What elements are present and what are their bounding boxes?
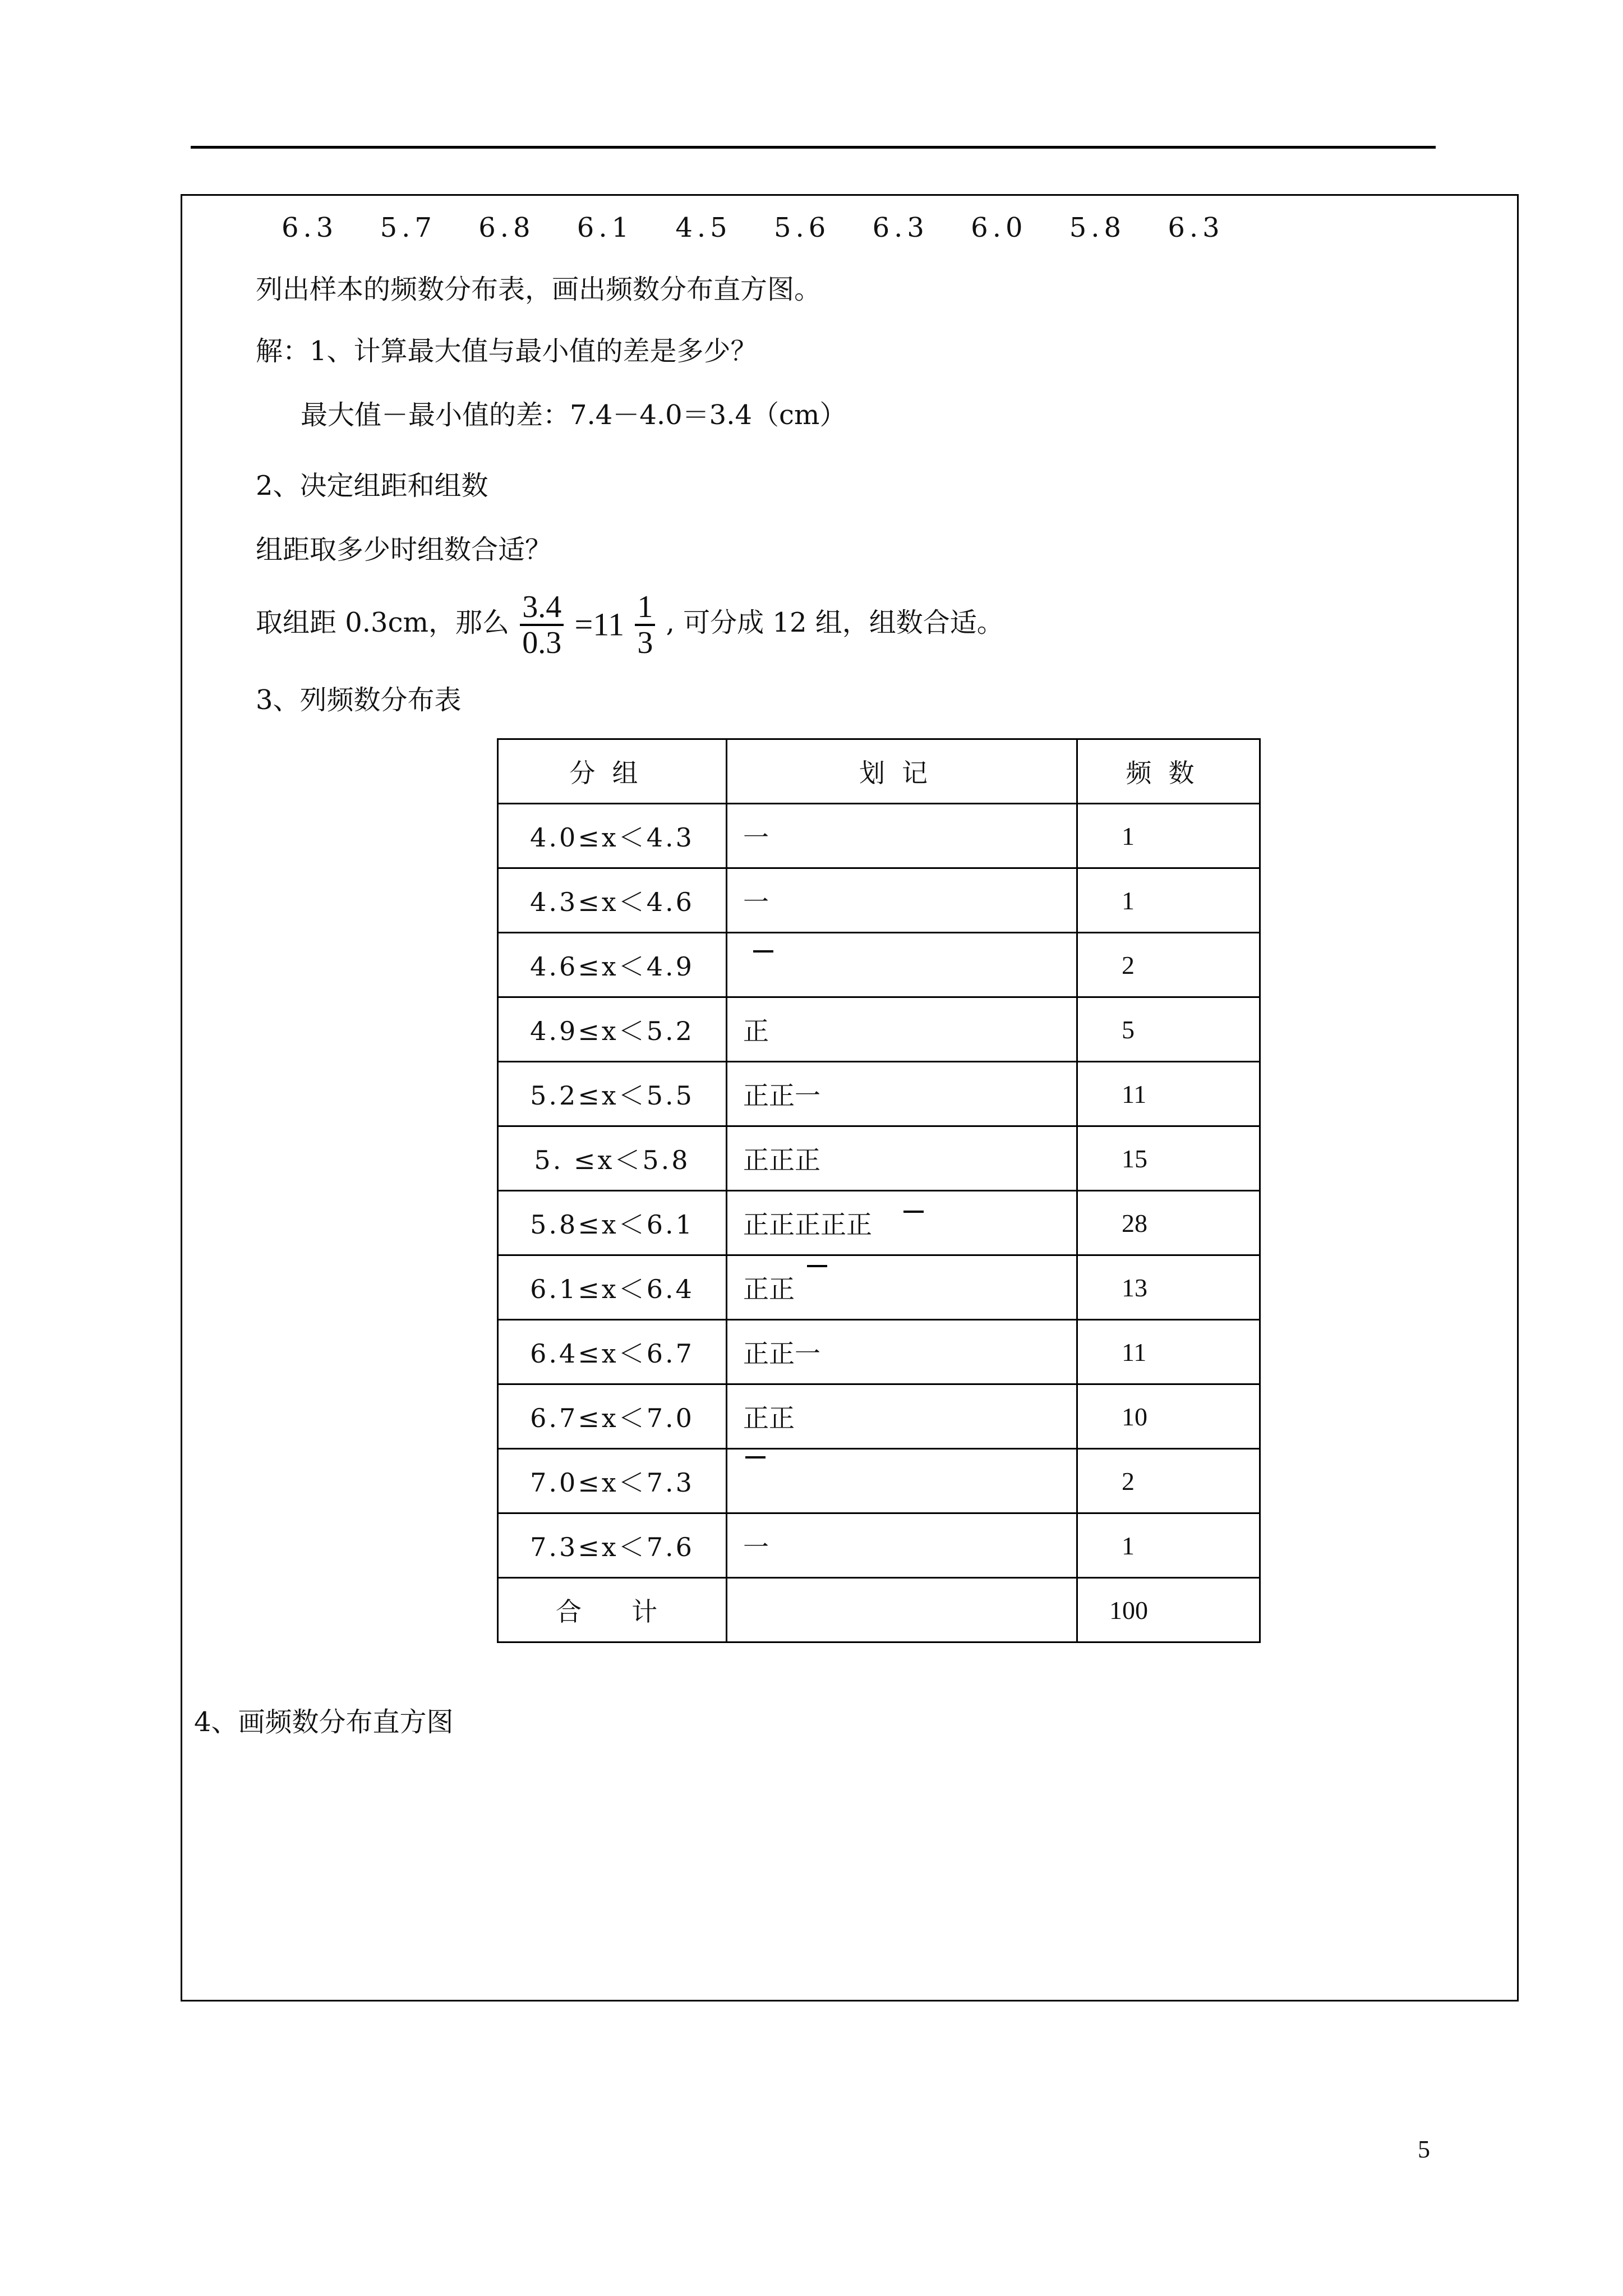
step4-text: 4、画频数分布直方图: [194, 1706, 454, 1738]
equals-eleven: =11: [574, 606, 625, 643]
table-header-row: [498, 739, 1260, 804]
table-row: [498, 933, 1260, 997]
table-row: [498, 868, 1260, 933]
row-tally: 一: [727, 804, 1077, 868]
row-count: 11: [1077, 1062, 1260, 1126]
row-group: 4.3≤x＜4.6: [498, 868, 727, 933]
row-tally: 正: [727, 997, 1077, 1062]
step2-text: 2、决定组距和组数: [256, 470, 488, 501]
step3-text: 3、列频数分布表: [256, 684, 462, 716]
step2-question: 组距取多少时组数合适？: [256, 534, 552, 565]
table-row: [498, 1384, 1260, 1449]
step1-calc: 最大值－最小值的差：7.4－4.0＝3.4（cm）: [301, 399, 847, 431]
row-tally: 正正一: [727, 1062, 1077, 1126]
total-tally: [727, 1578, 1077, 1642]
row-tally: [727, 1449, 1077, 1513]
row-group: 5.8≤x＜6.1: [498, 1191, 727, 1255]
tally-mark-icon: [807, 1265, 827, 1267]
mixed-numerator: 1: [635, 590, 655, 626]
header-rule: [191, 146, 1436, 149]
row-group: 7.0≤x＜7.3: [498, 1449, 727, 1513]
row-tally: [727, 933, 1077, 997]
tally-mark-icon: [753, 950, 773, 953]
fraction-numerator: 3.4: [520, 590, 564, 626]
fraction-one-third: [635, 590, 655, 660]
row-count: 11: [1077, 1320, 1260, 1384]
table-row: [498, 1320, 1260, 1384]
row-count: 28: [1077, 1191, 1260, 1255]
row-group: 4.0≤x＜4.3: [498, 804, 727, 868]
row-group: 6.1≤x＜6.4: [498, 1255, 727, 1320]
row-count: 1: [1077, 868, 1260, 933]
row-tally: 一: [727, 868, 1077, 933]
table-row: [498, 1191, 1260, 1255]
task-text: 列出样本的频数分布表，画出频数分布直方图。: [256, 274, 822, 305]
row-tally: [727, 1255, 1077, 1320]
header-group: 分组: [498, 739, 727, 804]
row-group: 7.3≤x＜7.6: [498, 1513, 727, 1578]
step2-answer-suffix: , 可分成 12 组，组数合适。: [666, 607, 1004, 638]
row-count: 1: [1077, 1513, 1260, 1578]
row-group: 6.4≤x＜6.7: [498, 1320, 727, 1384]
row-group: 4.9≤x＜5.2: [498, 997, 727, 1062]
row-tally: 正正: [727, 1384, 1077, 1449]
row-group: 5.2≤x＜5.5: [498, 1062, 727, 1126]
table-row: [498, 1513, 1260, 1578]
tally-mark-icon: [903, 1211, 924, 1213]
row-tally: 正正一: [727, 1320, 1077, 1384]
table-row: [498, 1126, 1260, 1191]
mixed-denominator: 3: [637, 625, 653, 660]
table-total-row: [498, 1578, 1260, 1642]
row-count: 15: [1077, 1126, 1260, 1191]
table-row: [498, 1255, 1260, 1320]
page-number: 5: [1418, 2136, 1430, 2163]
fraction-3-4-over-0-3: [520, 590, 564, 660]
total-count: 100: [1077, 1578, 1260, 1642]
row-count: 2: [1077, 933, 1260, 997]
table-row: [498, 804, 1260, 868]
header-tally: 划记: [727, 739, 1077, 804]
table-row: [498, 1449, 1260, 1513]
row-group: 4.6≤x＜4.9: [498, 933, 727, 997]
row-count: 2: [1077, 1449, 1260, 1513]
row-count: 10: [1077, 1384, 1260, 1449]
row-count: 5: [1077, 997, 1260, 1062]
header-count: 频数: [1077, 739, 1260, 804]
row-tally: [727, 1191, 1077, 1255]
row-group: 5. ≤x＜5.8: [498, 1126, 727, 1191]
step1-text: 解：1、计算最大值与最小值的差是多少？: [256, 335, 758, 367]
row-tally: 正正正: [727, 1126, 1077, 1191]
row-tally: 一: [727, 1513, 1077, 1578]
row-count: 13: [1077, 1255, 1260, 1320]
total-label: 合 计: [498, 1578, 727, 1642]
row-group: 6.7≤x＜7.0: [498, 1384, 727, 1449]
sample-values: 6.3 5.7 6.8 6.1 4.5 5.6 6.3 6.0 5.8 6.3: [282, 212, 1224, 243]
fraction-denominator: 0.3: [522, 625, 562, 660]
table-row: [498, 997, 1260, 1062]
table-row: [498, 1062, 1260, 1126]
tally-text: 正正: [743, 1274, 795, 1304]
tally-mark-icon: [745, 1456, 766, 1458]
step2-answer: [256, 583, 1004, 662]
tally-text: 正正正正正: [743, 1209, 872, 1240]
row-count: 1: [1077, 804, 1260, 868]
step2-answer-prefix: 取组距 0.3cm，那么: [256, 607, 509, 638]
frequency-table: [497, 738, 1261, 1643]
